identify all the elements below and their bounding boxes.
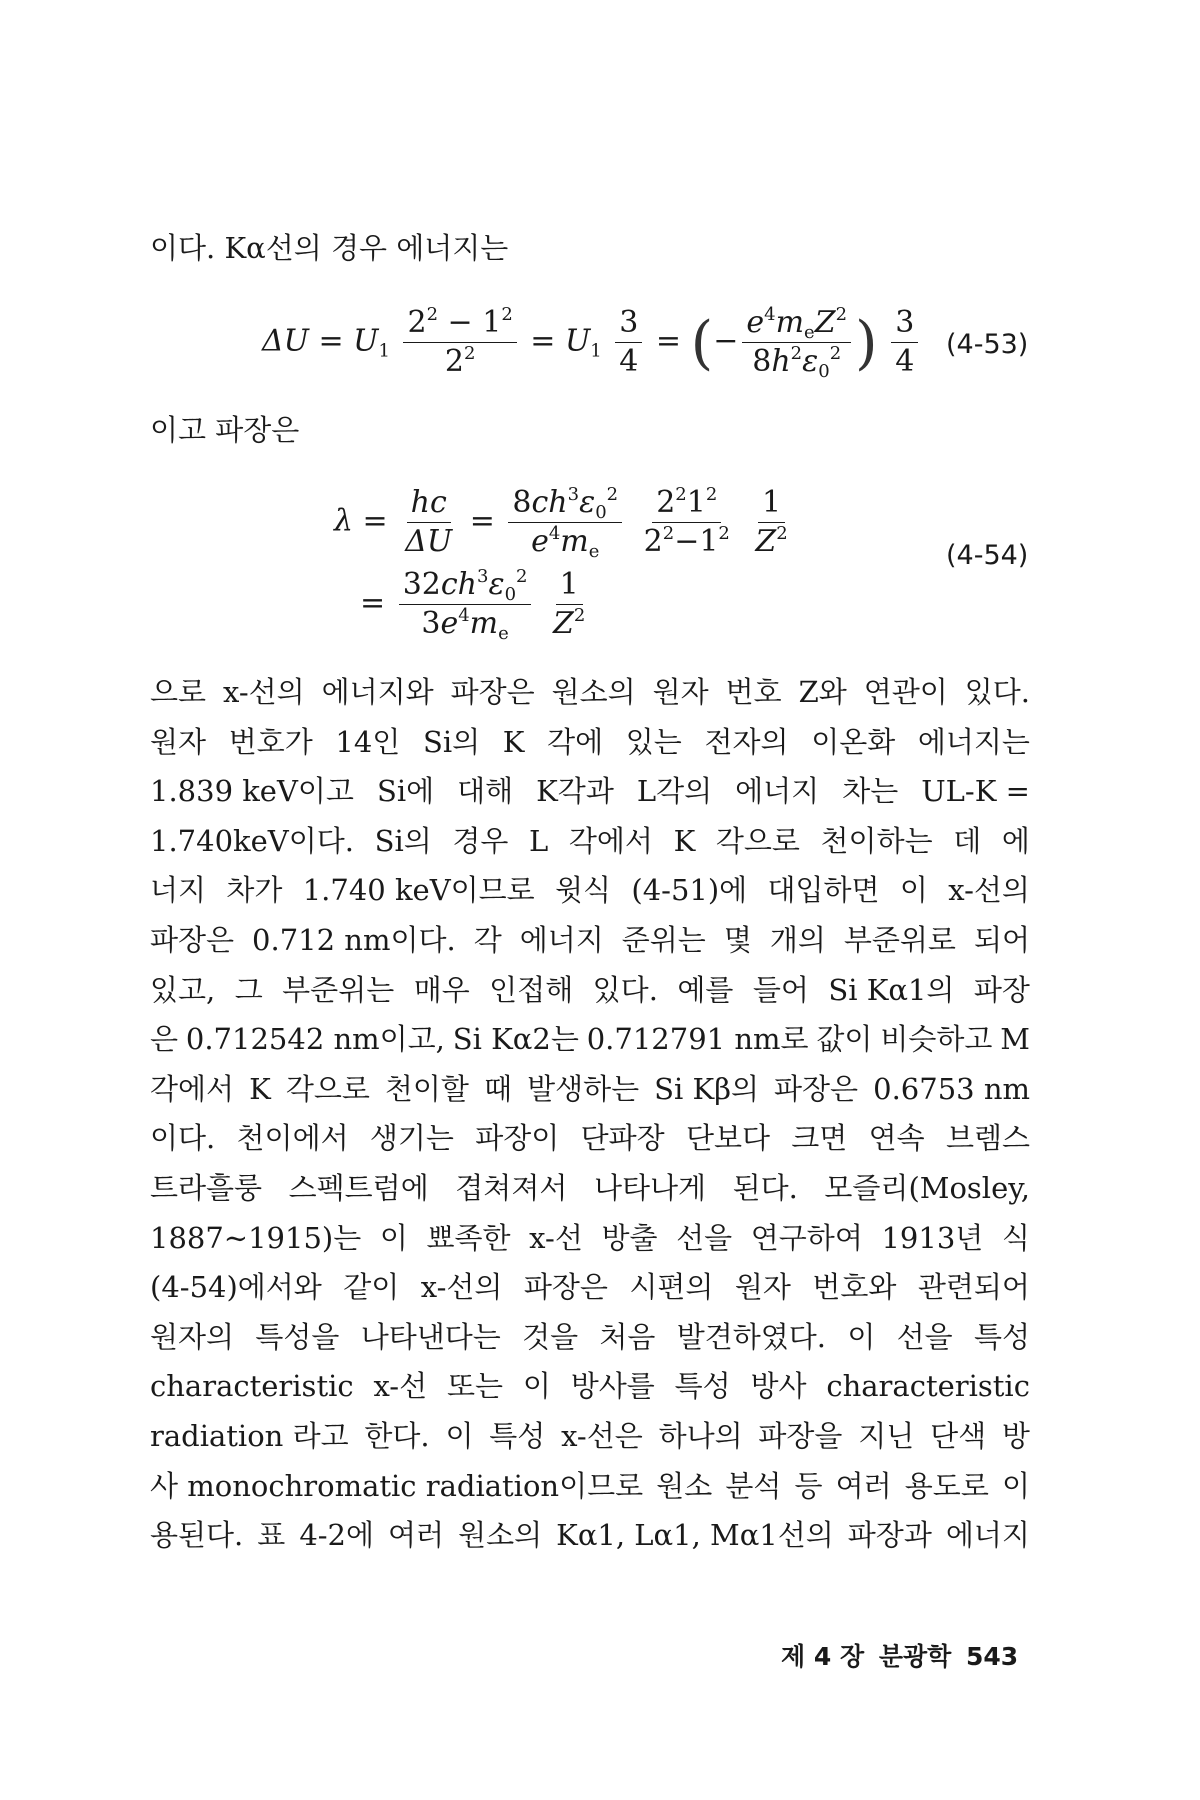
paragraph-word: 이: [899, 873, 928, 908]
page-footer: [775, 1637, 1018, 1673]
paragraph-word: 으로: [150, 675, 207, 709]
paragraph-word: 나타낸다는: [360, 1319, 501, 1354]
paragraph-line: [150, 870, 1030, 910]
paragraph-word: 각으로: [285, 1071, 370, 1106]
between-line: [150, 410, 299, 450]
paragraph-line: [150, 1267, 1030, 1307]
paragraph-word: 각에서: [150, 1071, 235, 1106]
paragraph-word: 비슷하고: [880, 1022, 993, 1057]
paragraph-word: Si Kα2는: [452, 1022, 579, 1057]
paragraph-word: 시편의: [629, 1270, 714, 1305]
paragraph-word: 각에서: [568, 823, 653, 858]
paragraph-word: 때: [484, 1071, 513, 1106]
paragraph-word: 각으로: [715, 823, 800, 858]
paragraph-word: 대입하면: [767, 873, 880, 908]
paragraph-word: 차는: [842, 774, 899, 809]
paragraph-word: L각의: [636, 774, 713, 809]
paragraph-word: 이: [445, 1419, 474, 1453]
paragraph-word: 여러: [835, 1468, 892, 1503]
paragraph-word: 원자의: [150, 1319, 235, 1354]
paragraph-word: 천이하는: [820, 823, 933, 858]
paragraph-line: [150, 771, 1030, 811]
paragraph-word: 예를: [677, 972, 734, 1007]
paragraph-word: 모즐리(Mosley,: [824, 1171, 1030, 1205]
paragraph-word: 연관이: [863, 675, 948, 709]
paragraph-word: 이: [1001, 1468, 1030, 1503]
paragraph-word: 대해: [457, 774, 514, 809]
paragraph-word: 나타나게: [593, 1171, 706, 1205]
paragraph-word: 등: [794, 1468, 823, 1503]
paragraph-word: 사 monochromatic radiation이므로: [150, 1468, 644, 1503]
paragraph-word: 것을: [522, 1319, 579, 1354]
paragraph-word: 파장은: [523, 1270, 608, 1305]
paragraph-word: x-선의: [222, 675, 305, 709]
paragraph-word: 생기는: [369, 1121, 454, 1156]
paragraph-word: radiation 라고: [150, 1419, 349, 1453]
paragraph-word: 각: [473, 923, 502, 957]
paragraph-word: 윗식: [555, 873, 612, 908]
paragraph-word: 파장과: [847, 1518, 932, 1553]
paragraph-word: K: [502, 724, 525, 759]
paragraph-word: x-선: [373, 1369, 428, 1404]
footer-section: 분광학: [878, 1642, 952, 1671]
paragraph-word: 이: [379, 1220, 408, 1255]
paragraph-word: 방: [1001, 1419, 1030, 1453]
paragraph-word: 파장은: [450, 675, 535, 709]
paragraph-word: M: [1000, 1022, 1030, 1057]
paragraph-line: [150, 1218, 1030, 1258]
paragraph-word: 1.740keV이다.: [150, 823, 354, 858]
paragraph-word: Kα1, Lα1, Mα1선의: [556, 1518, 834, 1553]
paragraph-word: K각과: [536, 774, 614, 809]
paragraph-word: x-선: [529, 1220, 583, 1255]
paragraph-word: 1.740 keV이므로: [302, 873, 535, 908]
paragraph-word: 같이: [343, 1270, 400, 1305]
paragraph-word: 방출: [601, 1220, 658, 1255]
paragraph-word: 에너지는: [917, 724, 1030, 759]
paragraph-word: 원자: [734, 1270, 791, 1305]
paragraph-word: 특성: [674, 1369, 731, 1404]
paragraph-word: 여러: [388, 1518, 445, 1553]
paragraph-word: 1913년: [881, 1220, 984, 1255]
paragraph-line: [150, 1118, 1030, 1158]
paragraph-word: 4-2에: [299, 1518, 375, 1553]
paragraph-word: 0.6753 nm: [873, 1071, 1030, 1106]
paragraph-word: 선을: [676, 1220, 733, 1255]
paragraph-line: [150, 1515, 1030, 1555]
paragraph-word: Si Kα1의: [828, 972, 955, 1007]
between-text: 이고 파장은: [150, 413, 300, 447]
paragraph-word: 에너지와: [321, 675, 434, 709]
paragraph-word: 경우: [452, 823, 509, 858]
paragraph-word: 0.712791 nm로: [586, 1022, 809, 1057]
paragraph-word: 파장은: [774, 1071, 859, 1106]
paragraph-word: 천이에서: [236, 1121, 349, 1156]
paragraph-word: 매우: [413, 972, 470, 1007]
paragraph-word: 된다.: [732, 1171, 798, 1205]
paragraph-word: x-선의: [420, 1270, 503, 1305]
paragraph-word: 파장을: [758, 1419, 843, 1453]
paragraph-line: [150, 1019, 1030, 1059]
paragraph-word: 관련되어: [917, 1270, 1030, 1305]
paragraph-word: 에너지: [735, 774, 820, 809]
paragraph-word: 번호가: [228, 724, 313, 759]
paragraph-line: [150, 672, 1030, 712]
paragraph-word: 처음: [599, 1319, 656, 1354]
paragraph-word: 발생하는: [527, 1071, 640, 1106]
paragraph-word: 특성을: [255, 1319, 340, 1354]
footer-page-number: 543: [966, 1642, 1019, 1671]
equation-4-53-label: (4-53): [946, 329, 1029, 360]
paragraph-word: 또는: [446, 1369, 503, 1404]
paragraph-line: [150, 970, 1030, 1010]
paragraph-word: 연속: [868, 1121, 925, 1156]
paragraph-word: 단색: [930, 1419, 987, 1453]
paragraph-line: [150, 1466, 1030, 1506]
paragraph-word: 발견하였다.: [676, 1319, 827, 1354]
paragraph-word: 천이할: [384, 1071, 469, 1106]
paragraph-word: 특성: [489, 1419, 546, 1453]
paragraph-word: 부준위로: [843, 923, 956, 957]
paragraph-word: 있다.: [592, 972, 658, 1007]
equation-4-54-line2: = $\frac{32ch^3\varepsilon_0^2}{3e^4m_e}$ $\frac{1}{Z^2}$: [360, 566, 586, 644]
paragraph-word: UL-K =: [921, 774, 1030, 809]
paragraph-word: 용도로: [904, 1468, 989, 1503]
paragraph-word: 원자: [150, 724, 207, 759]
paragraph-word: 트라흘룽: [150, 1171, 263, 1205]
paragraph-word: 연구하여: [750, 1220, 863, 1255]
paragraph-word: (4-54)에서와: [150, 1270, 322, 1305]
paragraph-word: Z와: [798, 675, 847, 709]
paragraph-line: [150, 722, 1030, 762]
paragraph-line: [150, 1069, 1030, 1109]
paragraph-word: (4-51)에: [631, 873, 748, 908]
paragraph-word: 브렘스: [945, 1121, 1030, 1156]
paragraph-word: 스펙트럼에: [288, 1171, 429, 1205]
paragraph-word: 에너지: [945, 1518, 1030, 1553]
paragraph-word: 차가: [226, 873, 283, 908]
paragraph-word: 원자: [652, 675, 709, 709]
paragraph-word: 원소의: [458, 1518, 543, 1553]
paragraph-word: 은: [150, 1022, 179, 1057]
paragraph-word: 단보다: [685, 1121, 770, 1156]
paragraph-word: x-선은: [561, 1419, 643, 1453]
paragraph-word: 너지: [150, 873, 207, 908]
paragraph-word: L: [529, 823, 549, 858]
paragraph-word: x-선의: [948, 873, 1030, 908]
paragraph-line: [150, 1317, 1030, 1357]
paragraph-word: 들어: [752, 972, 809, 1007]
paragraph-word: 식: [1001, 1220, 1030, 1255]
paragraph-word: 이온화: [811, 724, 896, 759]
paragraph-word: 뾰족한: [426, 1220, 511, 1255]
paragraph-word: 파장이: [475, 1121, 560, 1156]
intro-text: 이다. Kα선의 경우 에너지는: [150, 231, 509, 265]
paragraph-word: Si의: [374, 823, 432, 858]
paragraph-word: Si Kβ의: [654, 1071, 759, 1106]
paragraph-line: [150, 920, 1030, 960]
paragraph-word: 1.839 keV이고: [150, 774, 354, 809]
paragraph-word: 이다.: [150, 1121, 216, 1156]
footer-chapter: 제 4 장: [781, 1642, 865, 1671]
paragraph-word: K: [673, 823, 696, 858]
paragraph-word: 에너지: [519, 923, 604, 957]
paragraph-word: 데: [953, 823, 982, 858]
paragraph-word: 특성: [973, 1319, 1030, 1354]
paragraph-word: 용된다.: [150, 1518, 244, 1553]
paragraph-word: 0.712 nm이다.: [252, 923, 456, 957]
paragraph-line: [150, 1366, 1030, 1406]
paragraph-word: 있다.: [964, 675, 1030, 709]
paragraph-word: 파장: [973, 972, 1030, 1007]
paragraph-word: 표: [257, 1518, 286, 1553]
paragraph-word: 전자의: [704, 724, 789, 759]
paragraph-word: 값이: [816, 1022, 873, 1057]
paragraph-word: 크면: [791, 1121, 848, 1156]
paragraph-line: [150, 1168, 1030, 1208]
paragraph-word: 방사를: [570, 1369, 655, 1404]
paragraph-word: 14인: [335, 724, 401, 759]
paragraph-word: 0.712542 nm이고,: [185, 1022, 445, 1057]
paragraph-word: 1887∼1915)는: [150, 1220, 362, 1255]
intro-line: [150, 228, 508, 268]
paragraph-word: 되어: [973, 923, 1030, 957]
paragraph-word: 몇: [723, 923, 752, 957]
paragraph-word: 파장은: [150, 923, 235, 957]
paragraph-word: 겹쳐져서: [455, 1171, 568, 1205]
paragraph-word: 원소의: [551, 675, 636, 709]
paragraph-word: 이: [522, 1369, 551, 1404]
paragraph-word: 있고,: [150, 972, 216, 1007]
paragraph-word: 지닌: [858, 1419, 915, 1453]
paragraph-word: 인접해: [489, 972, 574, 1007]
equation-4-53: $\Delta U = U_1$ $\frac{2^2 - 1^2}{2^2}$ = $U_1$ $\frac{3}{4}$ = (− $\frac{e^4m_eZ^2}{8h^2\varepsilon_0^2}$ ) $\frac{3}{4}$: [262, 306, 922, 379]
paragraph-word: 개의: [769, 923, 826, 957]
paragraph-word: 이: [847, 1319, 876, 1354]
paragraph-word: characteristic: [826, 1369, 1030, 1404]
paragraph-word: K: [249, 1071, 271, 1106]
paragraph-word: characteristic: [150, 1369, 354, 1404]
paragraph-word: 원소: [656, 1468, 713, 1503]
paragraph-word: 부준위는: [282, 972, 395, 1007]
paragraph-word: 번호와: [812, 1270, 897, 1305]
paragraph-word: 하나의: [658, 1419, 743, 1453]
paragraph-word: 단파장: [580, 1121, 665, 1156]
paragraph-word: Si에: [376, 774, 435, 809]
paragraph-word: 한다.: [364, 1419, 430, 1453]
paragraph-word: 그: [234, 972, 263, 1007]
paragraph-word: 각에: [547, 724, 604, 759]
paragraph-line: [150, 1416, 1030, 1456]
paragraph-word: 선을: [896, 1319, 953, 1354]
paragraph-word: 있는: [625, 724, 682, 759]
equation-4-54-line1: λ = $\frac{hc}{\Delta U}$ = $\frac{8ch^3\varepsilon_0^2}{e^4m_e}$ $\frac{2^21^2}{2^2-1^2}$ $\frac{1}{Z^2}$: [334, 484, 788, 562]
paragraph-word: Si의: [422, 724, 481, 759]
paragraph-word: 방사: [750, 1369, 807, 1404]
paragraph-line: [150, 821, 1030, 861]
paragraph-word: 분석: [725, 1468, 782, 1503]
paragraph-word: 준위는: [621, 923, 706, 957]
paragraph-word: 번호: [725, 675, 782, 709]
paragraph-word: 에: [1001, 823, 1030, 858]
equation-4-54-label: (4-54): [946, 540, 1029, 571]
